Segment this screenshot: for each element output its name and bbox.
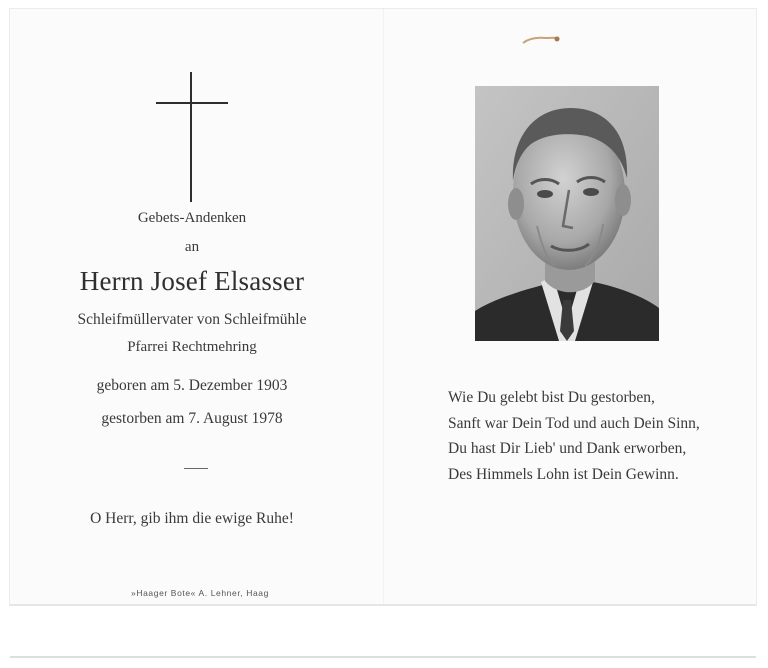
poem-block <box>448 385 748 487</box>
cross-icon <box>156 72 228 202</box>
printer-credit: »Haager Bote« A. Lehner, Haag <box>131 588 269 598</box>
cross-vertical-bar <box>190 72 192 202</box>
portrait-photo <box>475 86 659 341</box>
cross-horizontal-bar <box>156 102 228 104</box>
card-title: Gebets-Andenken <box>137 210 247 226</box>
deceased-name: Herrn Josef Elsasser <box>79 266 305 296</box>
poem-line: Sanft war Dein Tod und auch Dein Sinn, <box>448 414 700 432</box>
birth-date: geboren am 5. Dezember 1903 <box>96 377 288 394</box>
card-bottom-edge <box>10 604 756 606</box>
prayer-line: O Herr, gib ihm die ewige Ruhe! <box>90 510 294 527</box>
stain-mark <box>522 35 560 45</box>
separator-dash <box>184 468 208 469</box>
occupation-line: Schleifmüllervater von Schleifmühle <box>77 311 307 328</box>
title-connector: an <box>184 239 200 255</box>
poem-line: Du hast Dir Lieb' und Dank erworben, <box>448 440 687 457</box>
portrait-illustration <box>475 86 659 341</box>
poem-line: Wie Du gelebt bist Du gestorben, <box>448 389 655 406</box>
poem-line: Des Himmels Lohn ist Dein Gewinn. <box>448 465 679 483</box>
death-date: gestorben am 7. August 1978 <box>101 410 283 427</box>
next-scan-edge <box>10 656 756 658</box>
parish-line: Pfarrei Rechtmehring <box>127 339 257 355</box>
